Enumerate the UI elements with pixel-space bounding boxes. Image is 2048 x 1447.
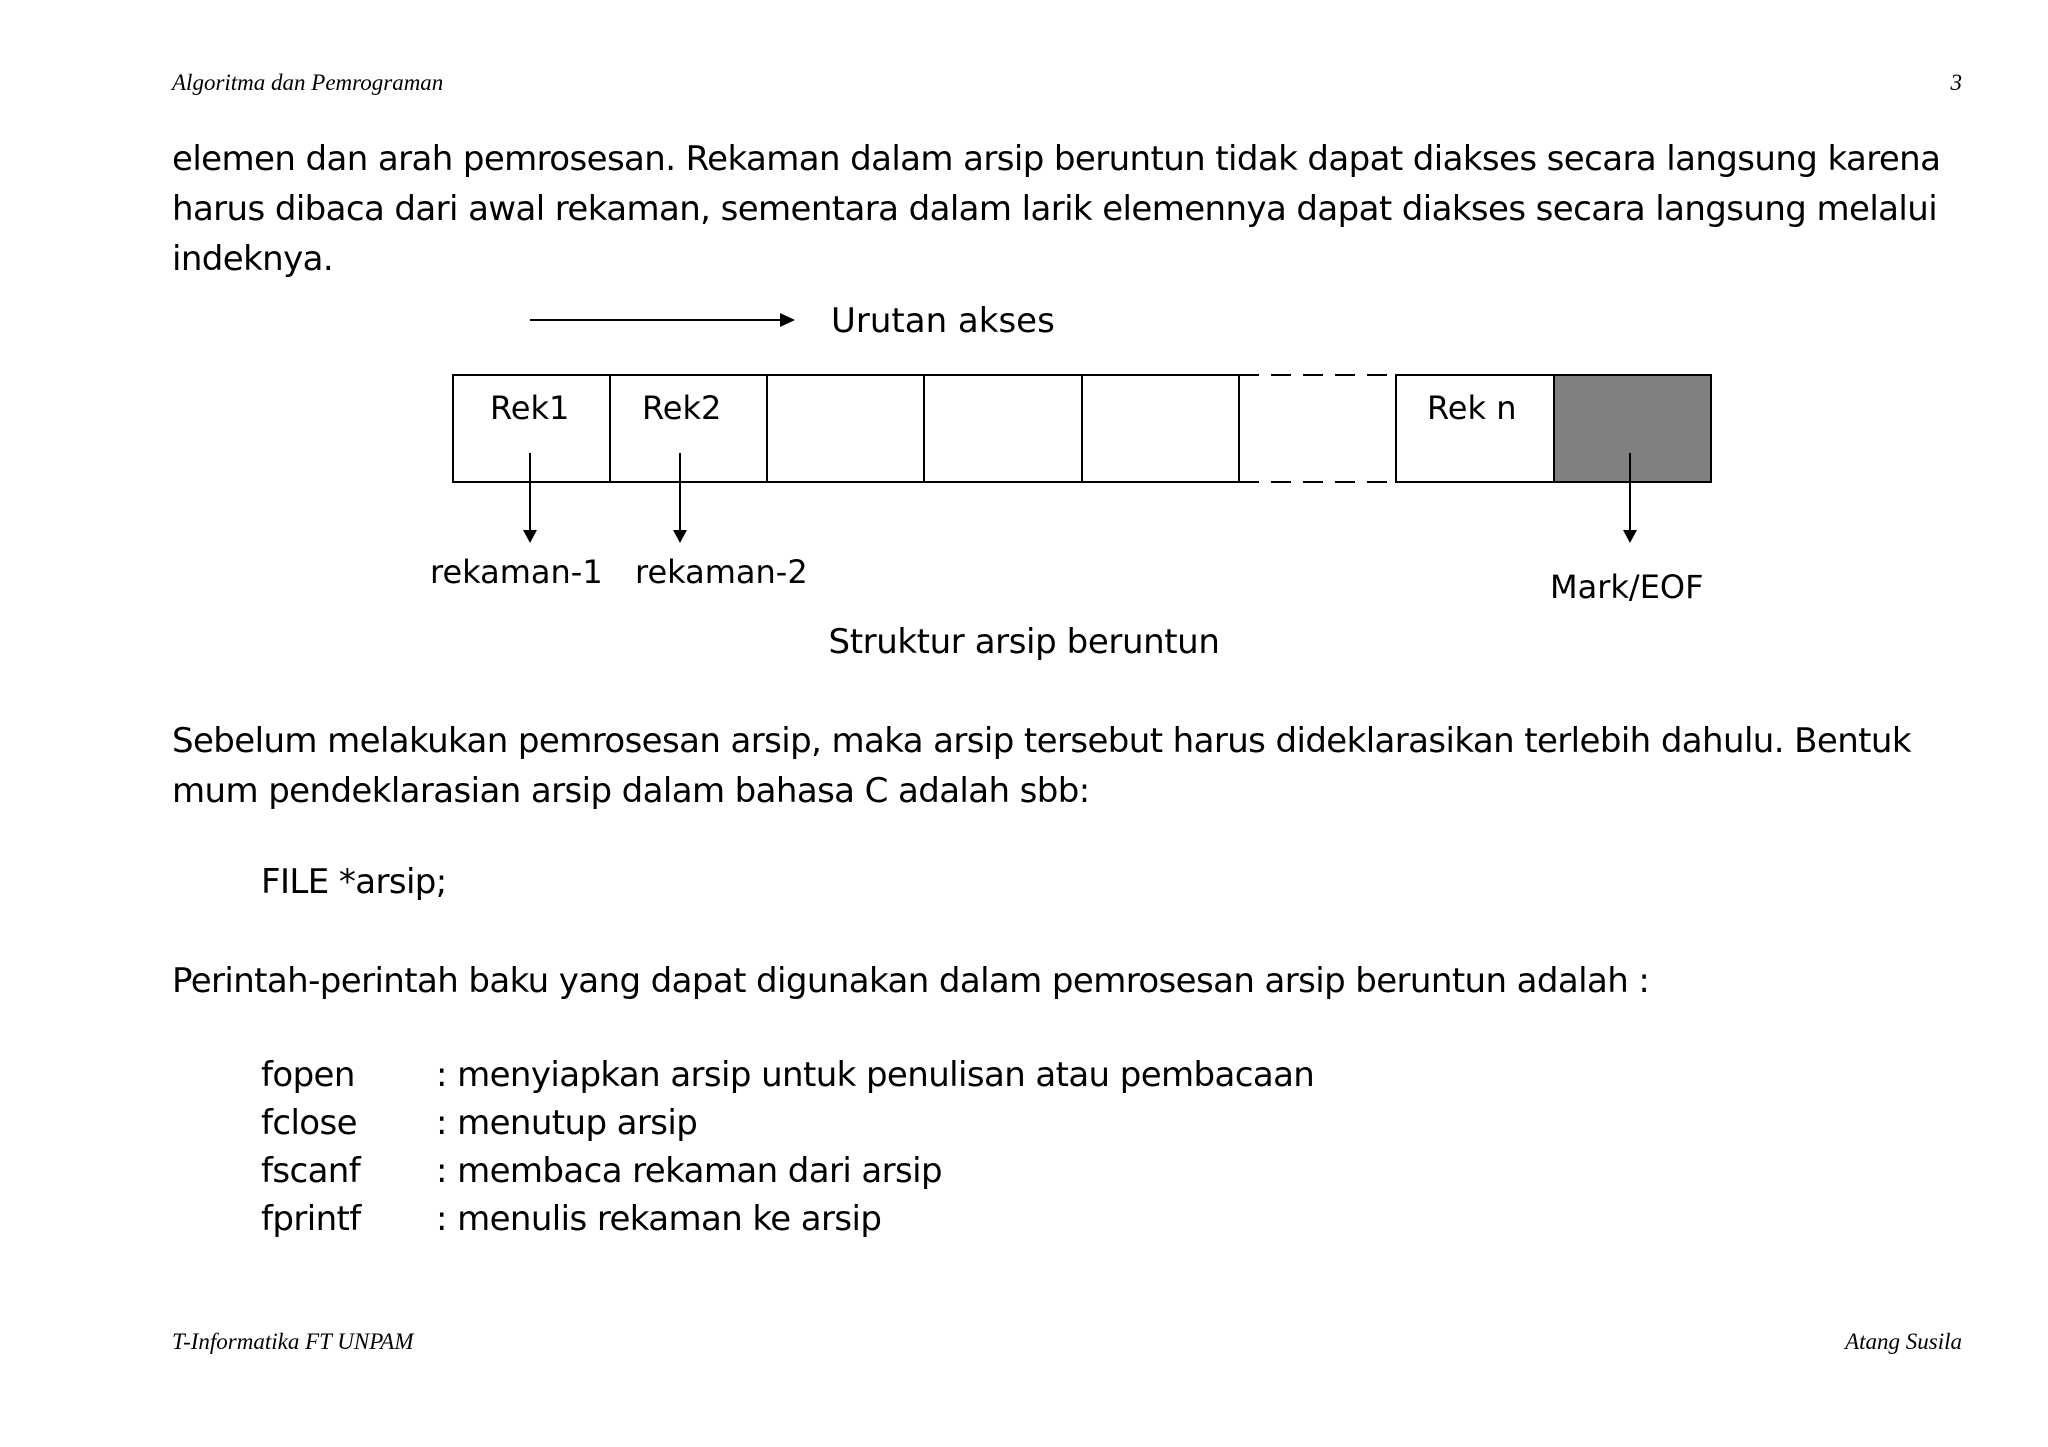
pointer-arrow-eof-head (1623, 530, 1637, 543)
command-name: fprintf (261, 1199, 361, 1239)
command-description: : menutup arsip (436, 1103, 698, 1143)
paragraph-intro: elemen dan arah pemrosesan. Rekaman dalam arsip beruntun tidak dapat diakses secara langsung karena harus dibaca dari awal rekaman, sementara dalam larik elemennya dapat diakses secara langsung melalui indeknya. (172, 139, 1941, 279)
command-name: fscanf (261, 1151, 361, 1191)
cell-label-rek1: Rek1 (490, 389, 570, 427)
cell-label-rek2: Rek2 (642, 389, 722, 427)
footer-institution: T-Informatika FT UNPAM (172, 1329, 414, 1354)
page-number: 3 (1950, 70, 1962, 95)
list-item (261, 1147, 1314, 1195)
footer-author: Atang Susila (1845, 1329, 1962, 1354)
paragraph-declaration: Sebelum melakukan pemrosesan arsip, maka arsip tersebut harus dideklarasikan terlebih dahulu. Bentuk mum pendeklarasian arsip dalam bahasa C adalah sbb: (172, 721, 1911, 811)
list-item (261, 1099, 1314, 1147)
command-description: : menyiapkan arsip untuk penulisan atau pembacaan (436, 1055, 1315, 1095)
paragraph-commands-intro: Perintah-perintah baku yang dapat digunakan dalam pemrosesan arsip beruntun adalah : (172, 961, 1650, 1001)
access-arrow-head (780, 313, 795, 327)
access-label: Urutan akses (831, 301, 1055, 341)
command-description: : membaca rekaman dari arsip (436, 1151, 942, 1191)
pointer-label-rekaman-1: rekaman-1 (430, 553, 603, 591)
command-list (261, 1051, 1314, 1243)
header-title: Algoritma dan Pemrograman (172, 70, 444, 95)
pointer-label-eof: Mark/EOF (1550, 568, 1704, 606)
cell-empty-1 (767, 375, 924, 482)
cell-empty-3 (1082, 375, 1239, 482)
figure-caption: Struktur arsip beruntun (828, 622, 1220, 662)
command-name: fopen (261, 1055, 355, 1095)
pointer-label-rekaman-2: rekaman-2 (635, 553, 808, 591)
pointer-arrow-rek2-head (673, 530, 687, 543)
cell-empty-2 (924, 375, 1082, 482)
list-item (261, 1195, 1314, 1243)
cell-eof (1554, 375, 1711, 482)
code-declaration: FILE *arsip; (261, 862, 447, 902)
command-name: fclose (261, 1103, 357, 1143)
list-item (261, 1051, 1314, 1099)
cell-label-rek-n: Rek n (1427, 389, 1517, 427)
pointer-arrow-rek1-head (523, 530, 537, 543)
command-description: : menulis rekaman ke arsip (436, 1199, 882, 1239)
sequential-file-diagram (425, 275, 1745, 615)
